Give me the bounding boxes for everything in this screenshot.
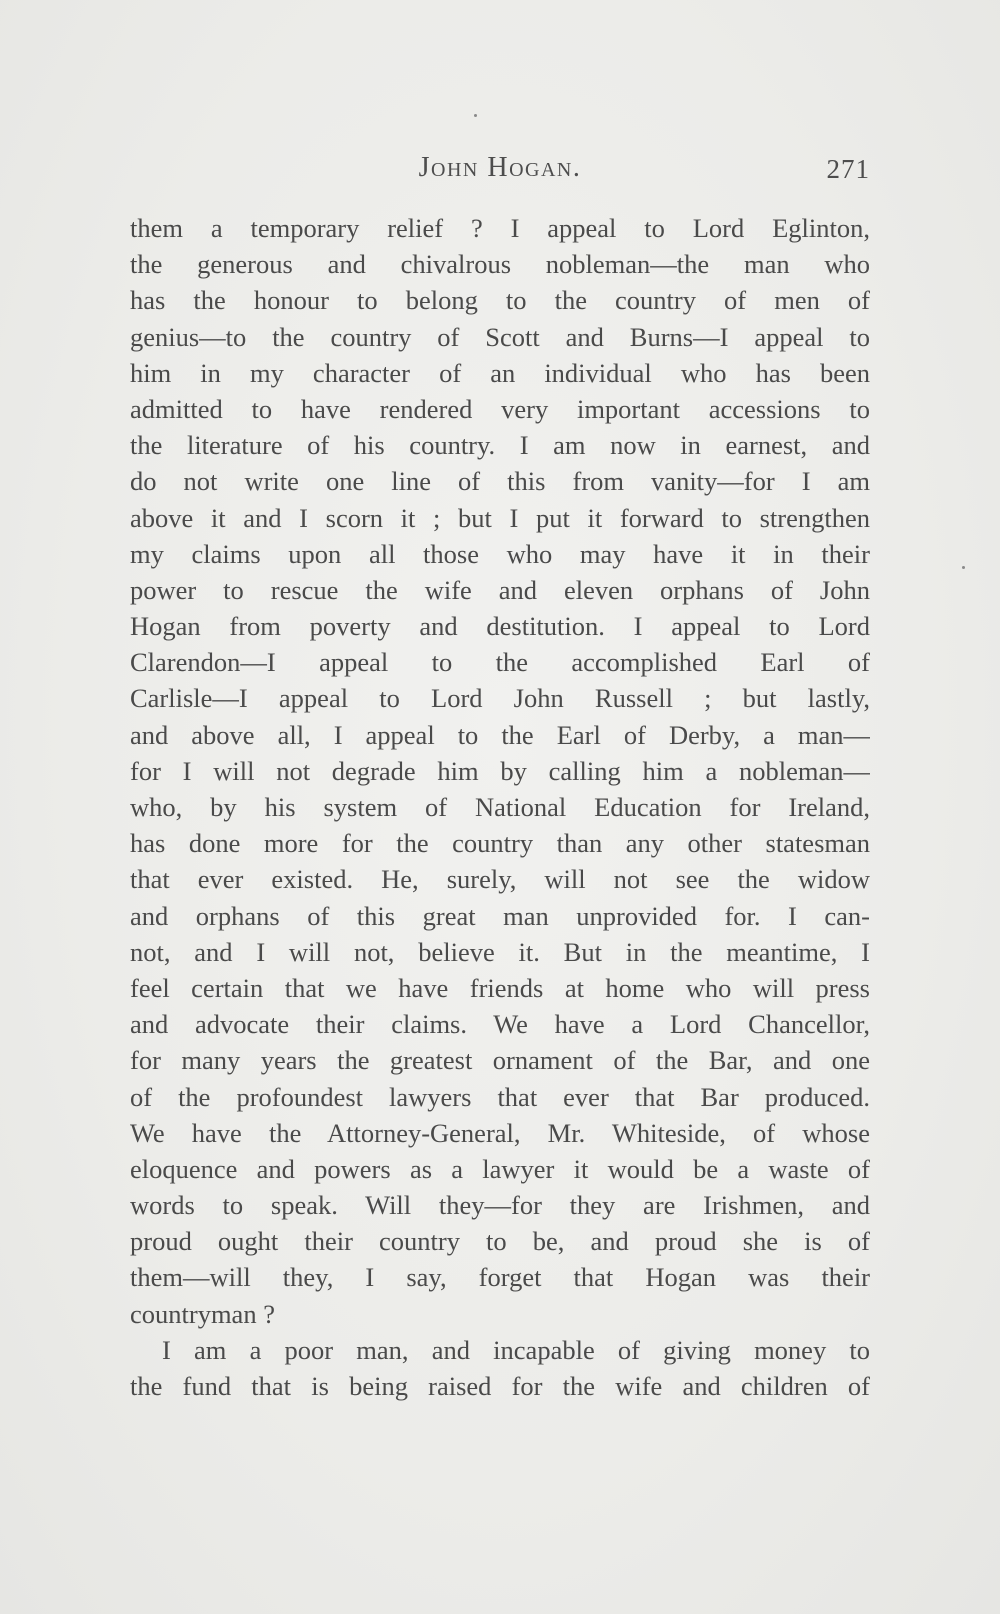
text-line: Carlisle—I appeal to Lord John Russell ; but lastly, [130, 683, 870, 714]
page-number: 271 [826, 154, 870, 184]
ink-speck [962, 566, 965, 569]
text-line: him in my character of an individual who has been [130, 357, 870, 388]
text-line: has done more for the country than any other statesman [130, 828, 870, 859]
ink-speck [474, 114, 477, 117]
text-line: words to speak. Will they—for they are Irishmen, and [130, 1190, 870, 1221]
text-line: of the profoundest lawyers that ever that Bar produced. [130, 1081, 870, 1112]
text-line: admitted to have rendered very important accessions to [130, 393, 870, 424]
running-head [130, 152, 870, 192]
text-line: the generous and chivalrous nobleman—the man who [130, 249, 870, 280]
paragraph-first-line: I am a poor man, and incapable of giving money to [162, 1334, 870, 1365]
text-line: above it and I scorn it ; but I put it forward to strengthen [130, 502, 870, 533]
text-line: proud ought their country to be, and proud she is of [130, 1226, 870, 1257]
paragraph-end-line: countryman ? [130, 1298, 275, 1329]
body-text [130, 210, 870, 1404]
text-line: the fund that is being raised for the wife and children of [130, 1371, 870, 1401]
text-line: Hogan from poverty and destitution. I appeal to Lord [130, 611, 870, 642]
running-title: John Hogan. [418, 152, 582, 183]
text-line: for many years the greatest ornament of the Bar, and one [130, 1045, 870, 1076]
text-line: genius—to the country of Scott and Burns—I appeal to [130, 321, 870, 352]
text-line: We have the Attorney-General, Mr. Whiteside, of whose [130, 1117, 870, 1148]
text-line: and above all, I appeal to the Earl of Derby, a man— [130, 719, 870, 750]
text-line: them—will they, I say, forget that Hogan was their [130, 1262, 870, 1293]
text-line: do not write one line of this from vanity—for I am [130, 466, 870, 497]
text-line: for I will not degrade him by calling him a nobleman— [130, 755, 870, 786]
text-line: who, by his system of National Education for Ireland, [130, 792, 870, 822]
text-line: feel certain that we have friends at home who will press [130, 972, 870, 1003]
text-line: has the honour to belong to the country of men of [130, 285, 870, 316]
text-line: the literature of his country. I am now in earnest, and [130, 430, 870, 461]
text-line: that ever existed. He, surely, will not see the widow [130, 864, 870, 895]
text-line: eloquence and powers as a lawyer it would be a waste of [130, 1153, 870, 1184]
text-line: power to rescue the wife and eleven orphans of John [130, 574, 870, 605]
text-line: Clarendon—I appeal to the accomplished Earl of [130, 647, 870, 678]
text-line: and advocate their claims. We have a Lord Chancellor, [130, 1009, 870, 1040]
text-line: not, and I will not, believe it. But in the meantime, I [130, 936, 870, 967]
text-line: them a temporary relief ? I appeal to Lord Eglinton, [130, 213, 870, 243]
text-line: my claims upon all those who may have it in their [130, 538, 870, 569]
text-line: and orphans of this great man unprovided for. I can- [130, 900, 870, 931]
